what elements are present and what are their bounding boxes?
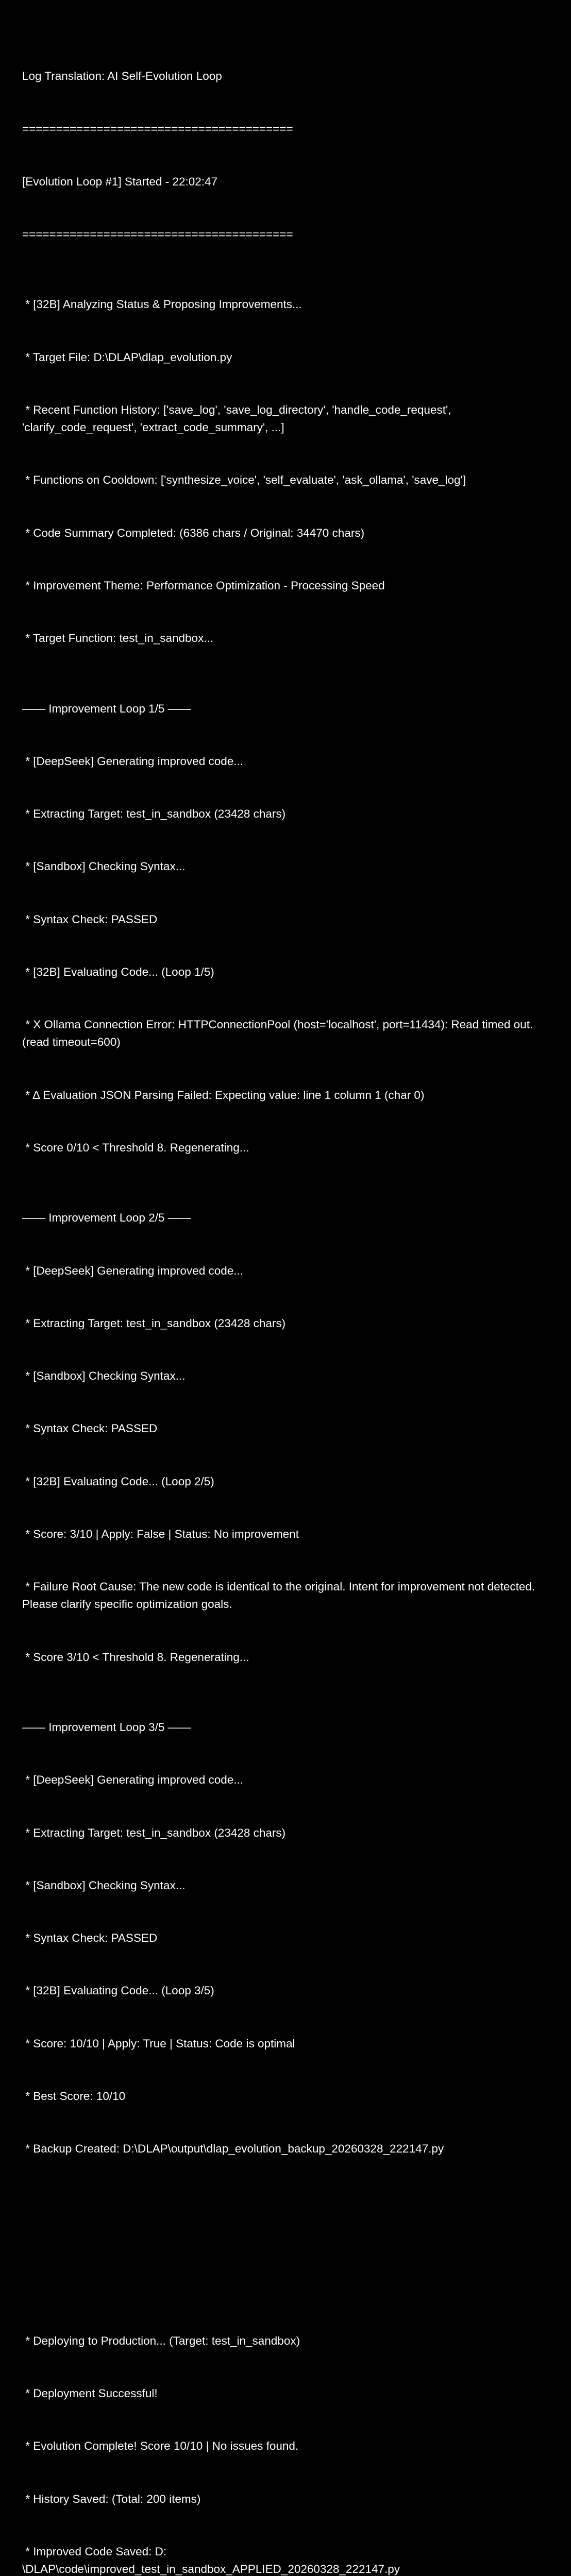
log-line: * Evolution Complete! Score 10/10 | No issues found.	[22, 2439, 299, 2453]
log-line: * Score: 3/10 | Apply: False | Status: No improvement	[22, 1527, 299, 1540]
loop-header: —— Improvement Loop 2/5 ——	[22, 1211, 191, 1225]
log-line: * Recent Function History: ['save_log', 'save_log_directory', 'handle_code_request', 'clarify_code_request', 'extract_code_summary', ...]	[22, 403, 455, 434]
log-line: * Syntax Check: PASSED	[22, 1422, 158, 1435]
log-line: * Score 3/10 < Threshold 8. Regenerating...	[22, 1650, 249, 1664]
log-line: * [DeepSeek] Generating improved code...	[22, 754, 244, 768]
log-line: * [32B] Evaluating Code... (Loop 1/5)	[22, 965, 214, 978]
log-line: * [Sandbox] Checking Syntax...	[22, 860, 186, 873]
log-line: * [32B] Evaluating Code... (Loop 3/5)	[22, 1984, 214, 1997]
log-line: * [DeepSeek] Generating improved code...	[22, 1264, 244, 1277]
log-line: * Syntax Check: PASSED	[22, 1931, 158, 1945]
log-line: * Functions on Cooldown: ['synthesize_voice', 'self_evaluate', 'ask_ollama', 'save_log']	[22, 473, 466, 487]
terminal-log	[22, 32, 561, 2576]
log-line: * [Sandbox] Checking Syntax...	[22, 1878, 186, 1892]
log-line: * [32B] Evaluating Code... (Loop 2/5)	[22, 1475, 214, 1488]
log-line: * Failure Root Cause: The new code is identical to the original. Intent for improvement not detected. Please clarify specific optimization goals.	[22, 1580, 539, 1611]
log-line: * [DeepSeek] Generating improved code...	[22, 1773, 244, 1787]
log-line: * Syntax Check: PASSED	[22, 912, 158, 926]
log-line: * Code Summary Completed: (6386 chars / Original: 34470 chars)	[22, 526, 365, 539]
log-line: * History Saved: (Total: 200 items)	[22, 2492, 201, 2505]
log-line: * Deployment Successful!	[22, 2387, 158, 2400]
loop-started-line: [Evolution Loop #1] Started - 22:02:47	[22, 175, 218, 188]
log-line: * Target File: D:\DLAP\dlap_evolution.py	[22, 350, 232, 364]
loop-header: —— Improvement Loop 3/5 ——	[22, 1721, 191, 1734]
log-line: * Deploying to Production... (Target: test_in_sandbox)	[22, 2334, 300, 2347]
log-line: * Extracting Target: test_in_sandbox (23428 chars)	[22, 1826, 286, 1839]
log-line: * [Sandbox] Checking Syntax...	[22, 1369, 186, 1383]
log-line: * [32B] Analyzing Status & Proposing Improvements...	[22, 298, 302, 311]
log-line: * Improved Code Saved: D: \DLAP\code\improved_test_in_sandbox_APPLIED_20260328_222147.py	[22, 2545, 400, 2576]
log-line: * Extracting Target: test_in_sandbox (23428 chars)	[22, 1316, 286, 1330]
separator-line: ========================================	[22, 122, 293, 135]
error-line: * X Ollama Connection Error: HTTPConnectionPool (host='localhost', port=11434): Read timed out. (read timeout=600)	[22, 1018, 536, 1049]
log-line: * Backup Created: D:\DLAP\output\dlap_evolution_backup_20260328_222147.py	[22, 2142, 444, 2156]
log-line: * Target Function: test_in_sandbox...	[22, 632, 214, 645]
log-line: * Best Score: 10/10	[22, 2089, 126, 2103]
log-title: Log Translation: AI Self-Evolution Loop	[22, 70, 222, 83]
log-line: * Score: 10/10 | Apply: True | Status: Code is optimal	[22, 2037, 295, 2050]
separator-line: ========================================	[22, 228, 293, 241]
log-line: * Improvement Theme: Performance Optimization - Processing Speed	[22, 579, 385, 592]
log-line: * Score 0/10 < Threshold 8. Regenerating...	[22, 1141, 249, 1154]
blank-gap	[22, 2211, 561, 2280]
loop-header: —— Improvement Loop 1/5 ——	[22, 702, 191, 715]
log-line: * Extracting Target: test_in_sandbox (23428 chars)	[22, 807, 286, 821]
warning-line: * Δ Evaluation JSON Parsing Failed: Expecting value: line 1 column 1 (char 0)	[22, 1088, 425, 1101]
